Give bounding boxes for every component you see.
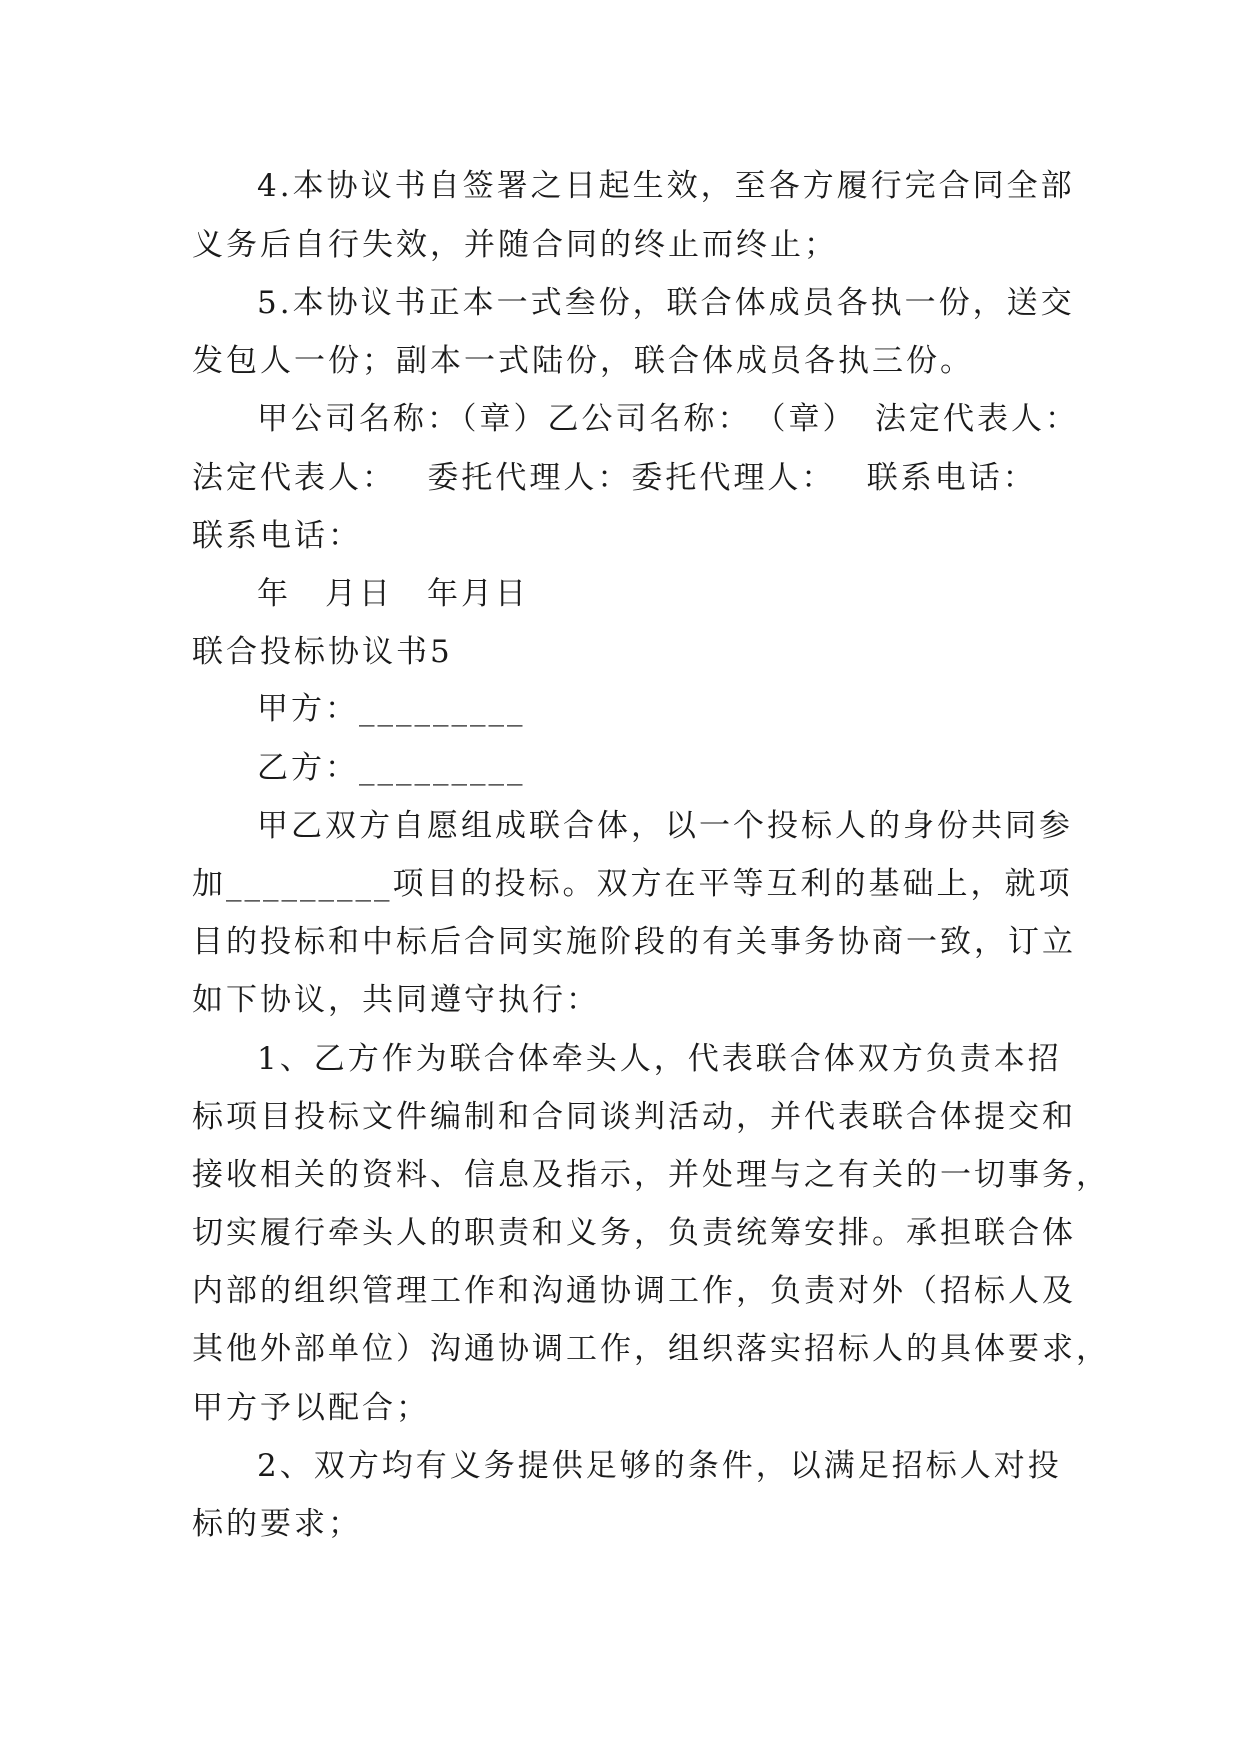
party-a-field: 甲方：_________ bbox=[257, 691, 526, 727]
article-1-line-2: 标项目投标文件编制和合同谈判活动，并代表联合体提交和 bbox=[192, 1099, 1076, 1135]
intro-paragraph-line-3: 目的投标和中标后合同实施阶段的有关事务协商一致，订立 bbox=[192, 924, 1076, 960]
party-b-field: 乙方：_________ bbox=[257, 750, 526, 786]
article-1-line-7: 甲方予以配合； bbox=[192, 1390, 430, 1426]
article-1-line-4: 切实履行牵头人的职责和义务，负责统筹安排。承担联合体 bbox=[192, 1215, 1076, 1251]
intro-paragraph-line-4: 如下协议，共同遵守执行： bbox=[192, 982, 600, 1018]
article-1-line-3: 接收相关的资料、信息及指示，并处理与之有关的一切事务， bbox=[192, 1157, 1110, 1193]
article-1-line-5: 内部的组织管理工作和沟通协调工作，负责对外（招标人及 bbox=[192, 1273, 1076, 1309]
signature-block-line-2: 法定代表人： 委托代理人：委托代理人： 联系电话： bbox=[192, 460, 1037, 496]
paragraph-clause-5-line-1: 5.本协议书正本一式叁份，联合体成员各执一份，送交 bbox=[257, 285, 1075, 321]
article-1-line-1: 1、乙方作为联合体牵头人，代表联合体双方负责本招 bbox=[257, 1041, 1062, 1077]
paragraph-clause-4-line-1: 4.本协议书自签署之日起生效，至各方履行完合同全部 bbox=[257, 168, 1075, 204]
signature-block-line-1: 甲公司名称：（章）乙公司名称： （章） 法定代表人： bbox=[257, 401, 1079, 437]
intro-paragraph-line-1: 甲乙双方自愿组成联合体，以一个投标人的身份共同参 bbox=[257, 808, 1073, 844]
article-2-line-2: 标的要求； bbox=[192, 1506, 362, 1542]
paragraph-clause-4-line-2: 义务后自行失效，并随合同的终止而终止； bbox=[192, 227, 838, 263]
section-title: 联合投标协议书5 bbox=[192, 634, 453, 670]
signature-date-line: 年 月日 年月日 bbox=[257, 576, 529, 612]
intro-paragraph-line-2: 加_________项目的投标。双方在平等互利的基础上，就项 bbox=[192, 866, 1073, 902]
article-1-line-6: 其他外部单位）沟通协调工作，组织落实招标人的具体要求， bbox=[192, 1331, 1110, 1367]
paragraph-clause-5-line-2: 发包人一份；副本一式陆份，联合体成员各执三份。 bbox=[192, 343, 974, 379]
article-2-line-1: 2、双方均有义务提供足够的条件，以满足招标人对投 bbox=[257, 1448, 1062, 1484]
signature-block-line-3: 联系电话： bbox=[192, 518, 362, 554]
